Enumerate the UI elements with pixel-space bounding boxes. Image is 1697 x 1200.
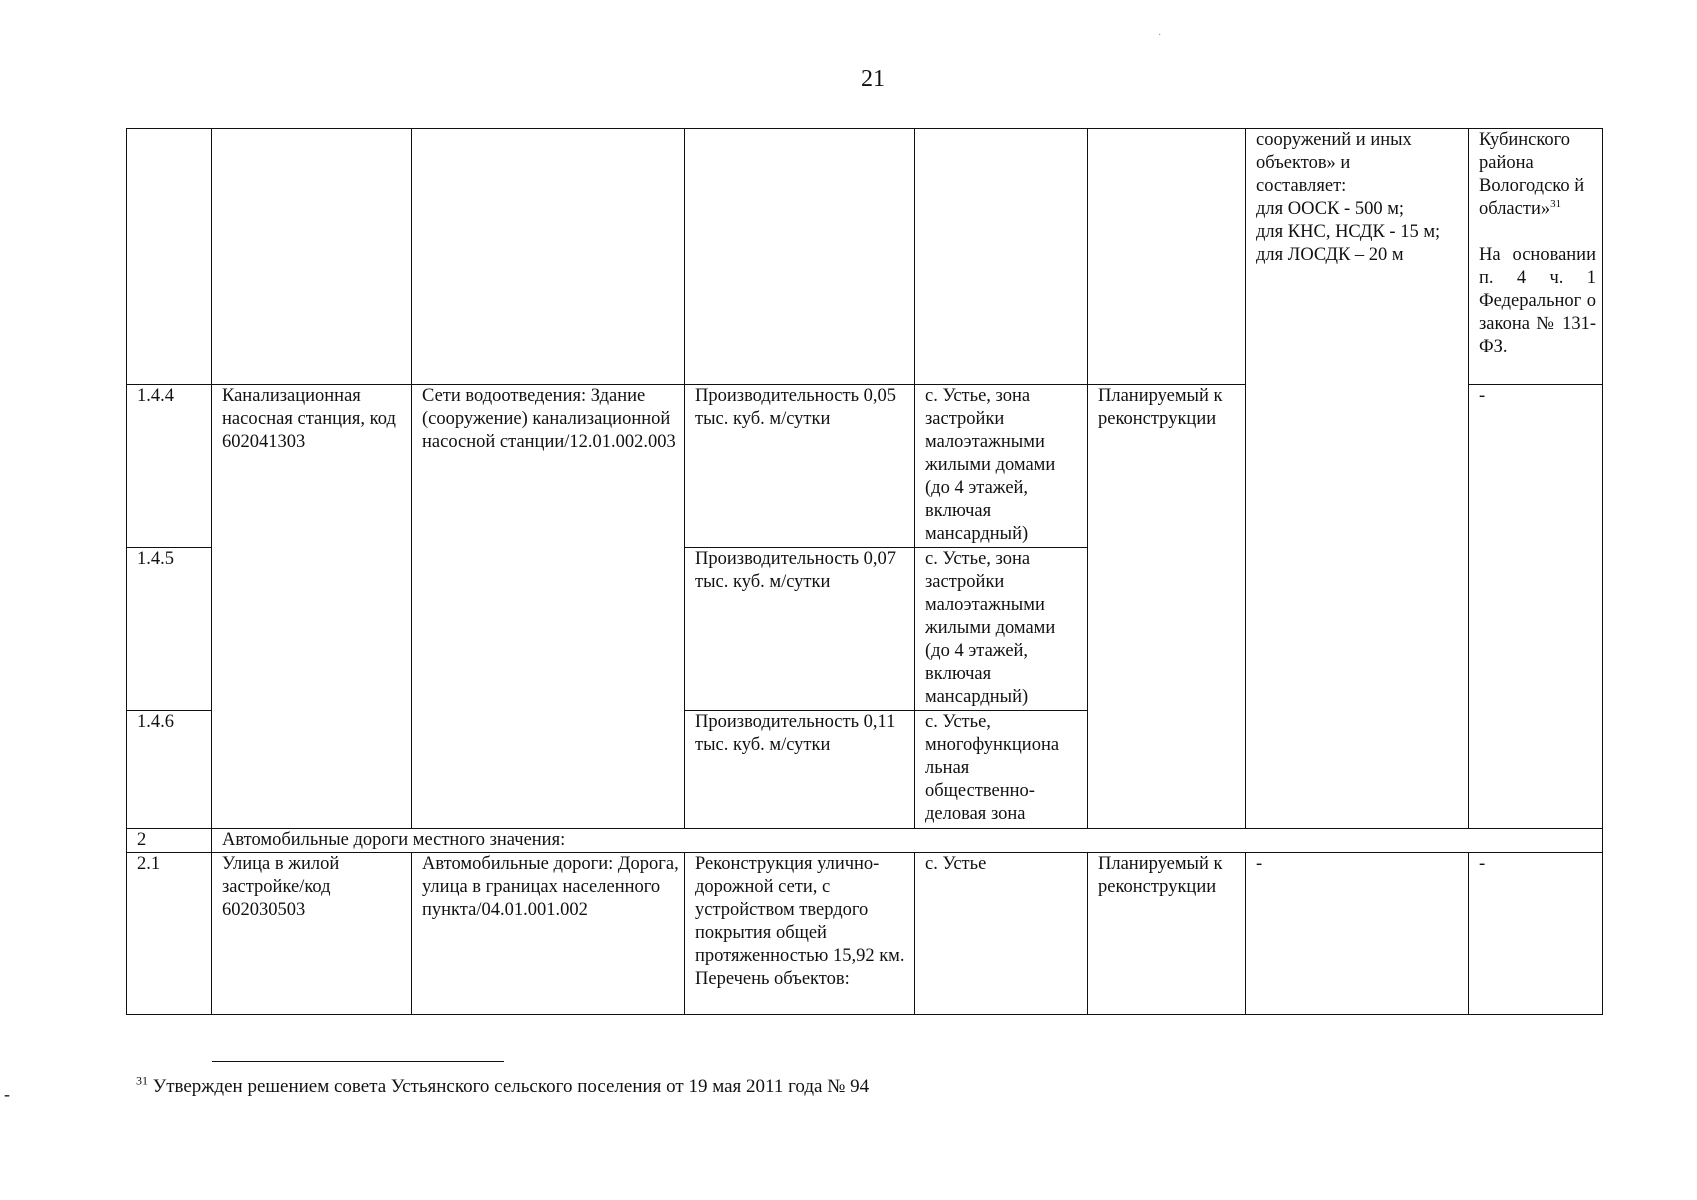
characteristics-text: Реконструкция улично-дорожной сети, с устройством твердого покрытия общей протяженностью 15,92 км.: [695, 854, 905, 966]
footnote-text: Утвержден решением совета Устьянского сельского поселения от 19 мая 2011 года № 94: [148, 1076, 870, 1097]
cell-location: с. Устье: [915, 853, 1088, 1015]
cell-protection-zone: [1246, 129, 1469, 829]
cell-characteristics: Производительность 0,07 тыс. куб. м/сутки: [685, 548, 915, 711]
cell-num: 2.1: [127, 853, 212, 1015]
scan-speck: ·: [1158, 30, 1162, 41]
cell-characteristics: [685, 129, 915, 385]
table-row: [127, 853, 1603, 1015]
cell-name: [212, 129, 412, 385]
cell-basis: -: [1469, 853, 1603, 1015]
footnote-ref: 31: [1550, 197, 1562, 210]
cell-type: Автомобильные дороги: Дорога, улица в границах населенного пункта/04.01.001.002: [412, 853, 685, 1015]
cell-name: Улица в жилой застройке/код 602030503: [212, 853, 412, 1015]
zone-line: сооружений и иных объектов» и: [1256, 130, 1412, 173]
cell-status: Планируемый к реконструкции: [1088, 385, 1246, 829]
cell-status: Планируемый к реконструкции: [1088, 853, 1246, 1015]
cell-basis: [1469, 129, 1603, 385]
footnote-marker: 31: [136, 1073, 148, 1088]
cell-protection-zone: -: [1246, 853, 1469, 1015]
cell-characteristics: Производительность 0,11 тыс. куб. м/сутки: [685, 711, 915, 829]
zone-line: составляет:: [1256, 176, 1347, 196]
page-number: 21: [861, 66, 885, 92]
section-row: [127, 829, 1603, 853]
cell-characteristics: Производительность 0,05 тыс. куб. м/сутки: [685, 385, 915, 548]
section-title: Автомобильные дороги местного значения:: [212, 829, 1603, 853]
cell-location: с. Устье, зона застройки малоэтажными жилыми домами (до 4 этажей, включая мансардный): [915, 385, 1088, 548]
section-num: 2: [127, 829, 212, 853]
footnote: [136, 1073, 870, 1098]
cell-location: с. Устье, зона застройки малоэтажными жилыми домами (до 4 этажей, включая мансардный): [915, 548, 1088, 711]
cell-type: [412, 129, 685, 385]
planning-table: [126, 128, 1603, 1015]
zone-line: для ООСК - 500 м;: [1256, 199, 1405, 219]
basis-text: На основании п. 4 ч. 1 Федеральног о закона № 131-ФЗ.: [1479, 245, 1596, 357]
cell-num: 1.4.4: [127, 385, 212, 548]
cell-num: 1.4.5: [127, 548, 212, 711]
table-row-continuation: [127, 129, 1603, 385]
cell-location: с. Устье, многофункциона льная общественно-деловая зона: [915, 711, 1088, 829]
zone-line: для КНС, НСДК - 15 м;: [1256, 222, 1441, 242]
cell-num: [127, 129, 212, 385]
cell-location: [915, 129, 1088, 385]
zone-line: для ЛОСДК – 20 м: [1256, 245, 1404, 265]
footnote-separator: [212, 1061, 504, 1062]
cell-characteristics: [685, 853, 915, 1015]
cell-type: Сети водоотведения: Здание (сооружение) канализационной насосной станции/12.01.002.003: [412, 385, 685, 829]
cell-status: [1088, 129, 1246, 385]
basis-text: Кубинского района Вологодско й области»: [1479, 130, 1585, 219]
margin-dash: -: [4, 1084, 10, 1104]
cell-name: Канализационная насосная станция, код 602041303: [212, 385, 412, 829]
objects-list-label: Перечень объектов:: [695, 969, 850, 989]
cell-num: 1.4.6: [127, 711, 212, 829]
cell-basis: -: [1469, 385, 1603, 829]
